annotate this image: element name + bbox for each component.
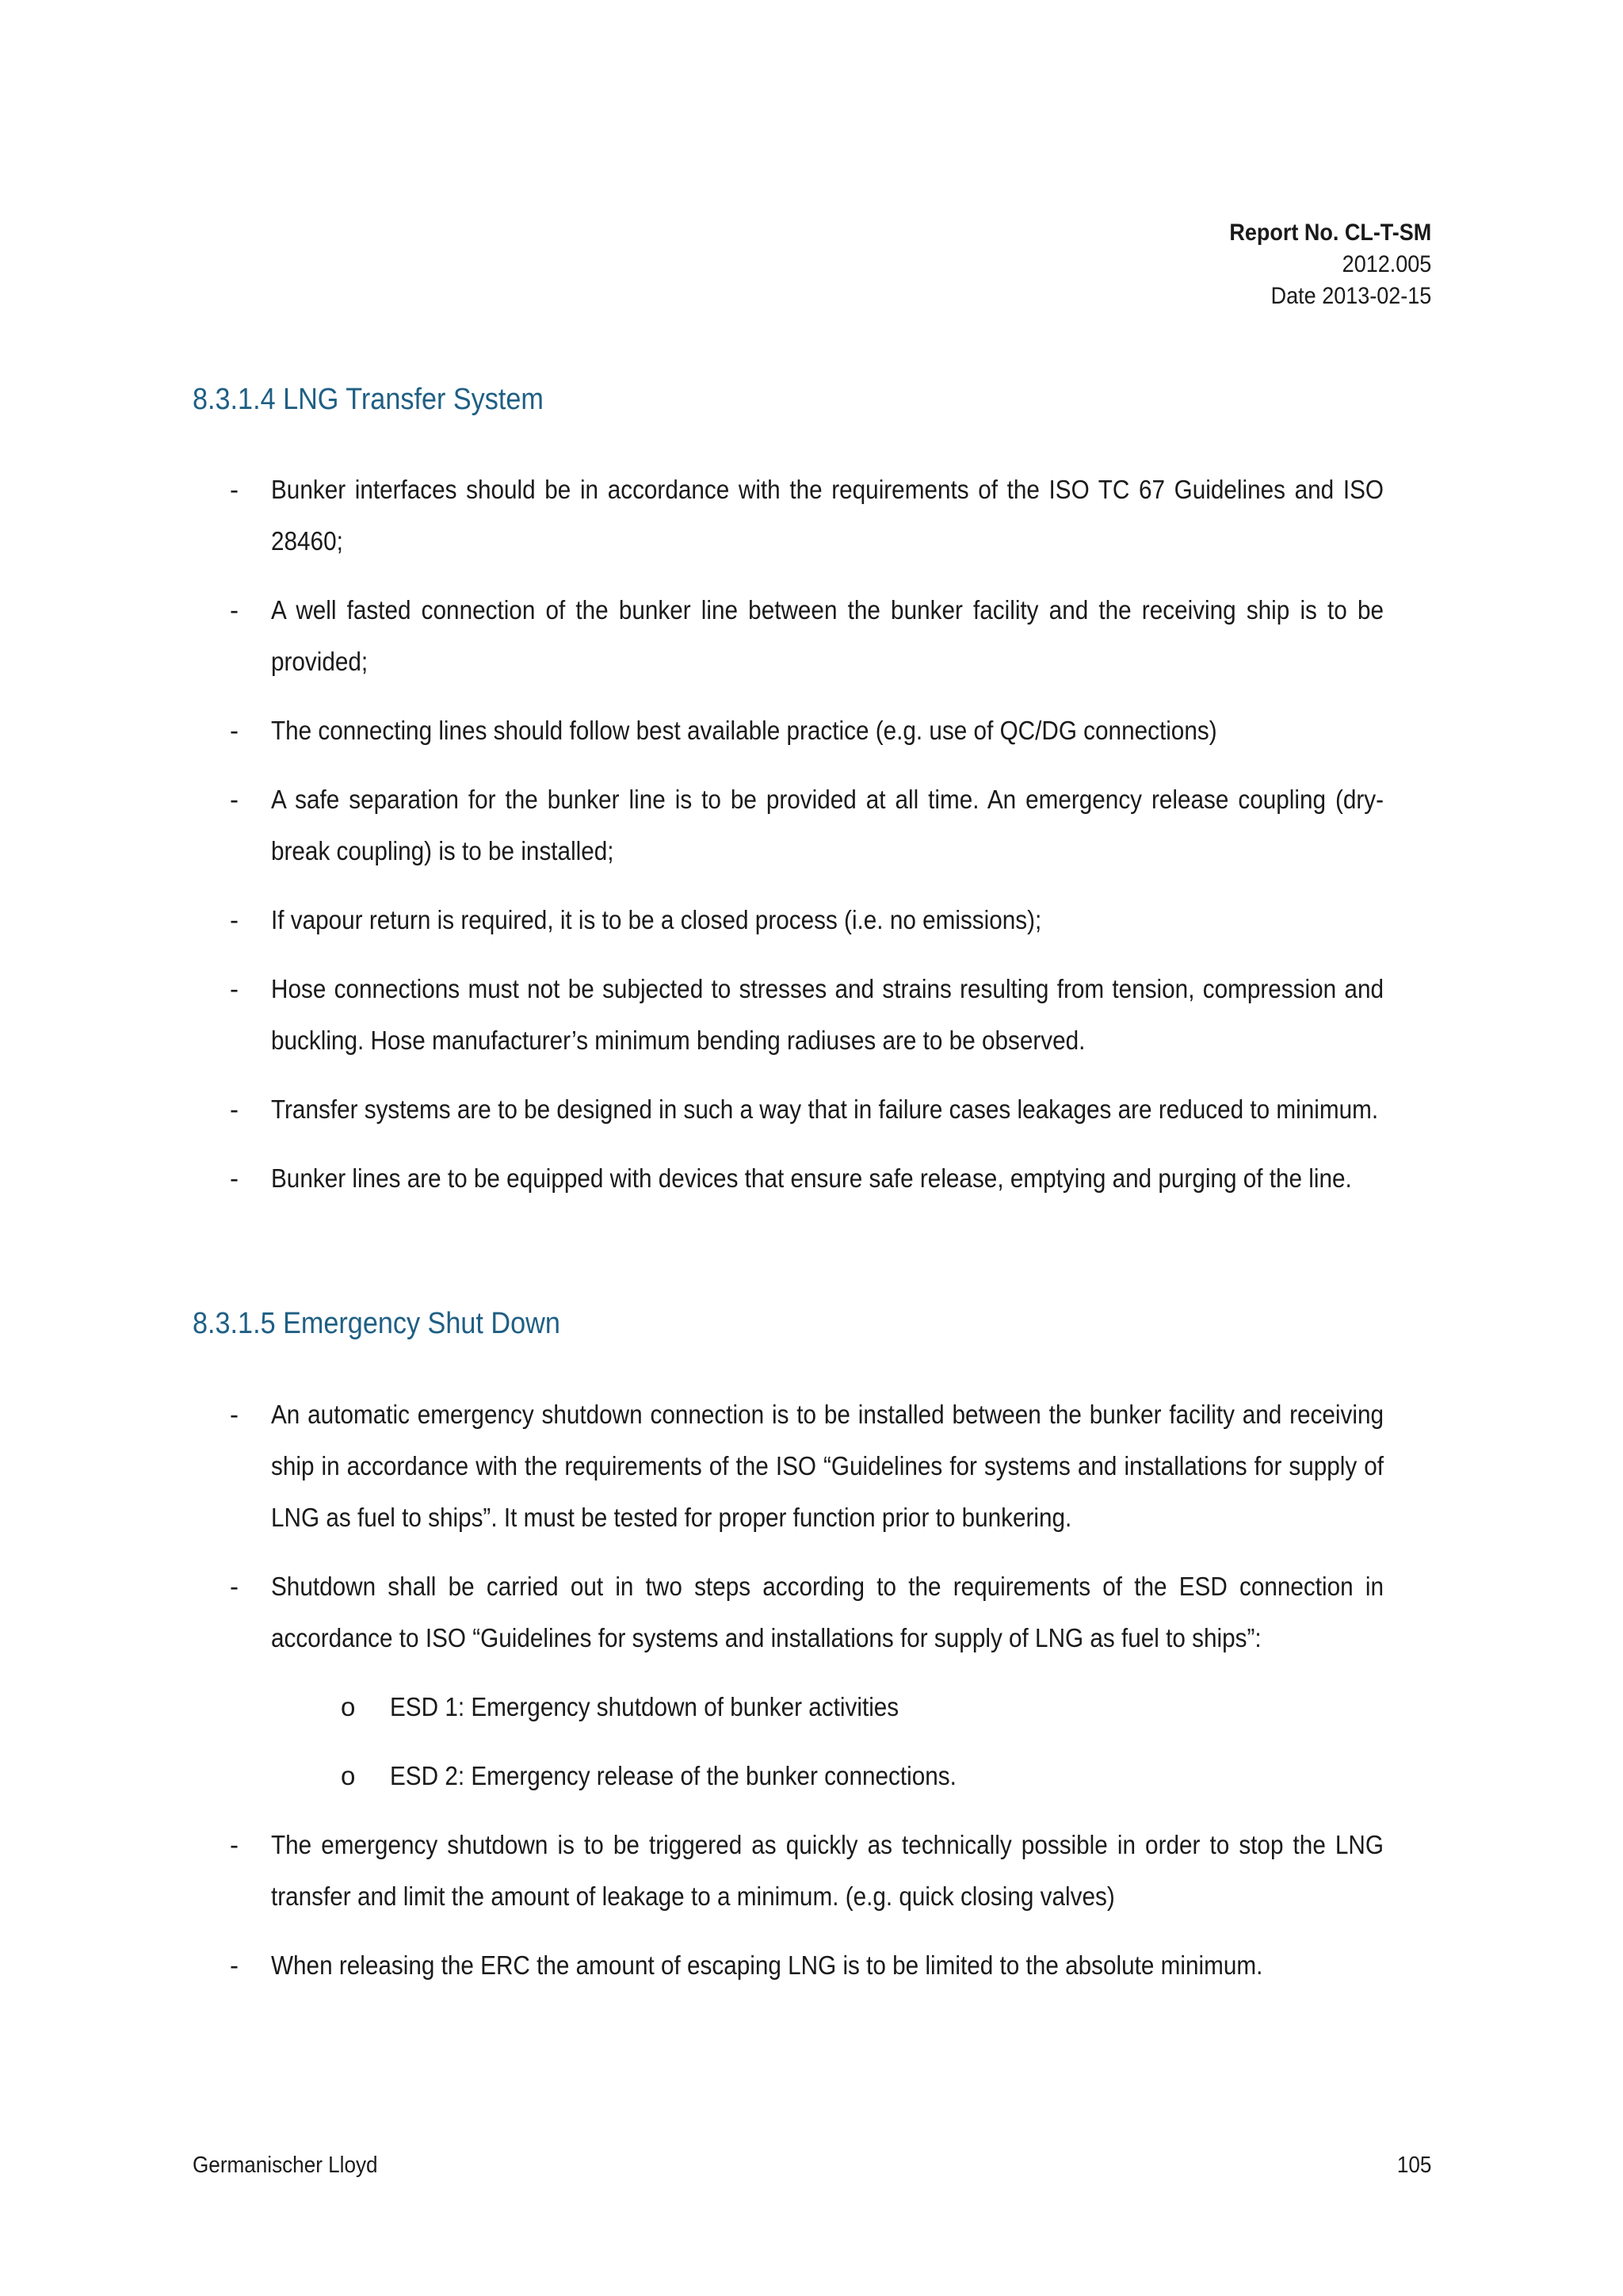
list-item	[0, 1083, 1623, 1135]
dash-marker: -	[230, 1950, 239, 1980]
dash-marker: -	[230, 1163, 239, 1193]
list-item	[0, 1152, 1623, 1204]
dash-marker: -	[230, 1572, 239, 1601]
list-item-text: If vapour return is required, it is to be a closed process (i.e. no emissions);	[271, 905, 1042, 934]
list-item	[0, 584, 1623, 687]
dash-marker: -	[230, 1400, 239, 1429]
circle-marker: o	[341, 1761, 356, 1790]
report-date: Date 2013-02-15	[1270, 283, 1431, 309]
dash-marker: -	[230, 595, 239, 625]
list-item	[0, 963, 1623, 1066]
list-item	[0, 1819, 1623, 1922]
dash-marker: -	[230, 974, 239, 1003]
list-item	[0, 1939, 1623, 1991]
footer-page-number: 105	[1396, 2153, 1431, 2178]
sub-list-item	[0, 1750, 1623, 1801]
circle-marker: o	[341, 1692, 356, 1721]
footer-company: Germanischer Lloyd	[193, 2153, 378, 2178]
list-item-text: An automatic emergency shutdown connection is to be installed between the bunker facility and receiving ship in accordance with the requirements of the ISO “Guidelines for systems and installations for supply of LNG as fuel to ships”. It must be tested for proper function prior to bunkering.	[271, 1400, 1384, 1532]
list-item-text: When releasing the ERC the amount of escaping LNG is to be limited to the absolute minimum.	[271, 1950, 1263, 1980]
dash-marker: -	[230, 716, 239, 745]
sub-list-item	[0, 1681, 1623, 1733]
section-heading-lng-transfer-system: 8.3.1.4 LNG Transfer System	[193, 383, 544, 416]
emergency-shutdown-bullet-list	[0, 1389, 1623, 1991]
dash-marker: -	[230, 475, 239, 504]
dash-marker: -	[230, 1830, 239, 1859]
list-item	[0, 774, 1623, 877]
list-item-text: A safe separation for the bunker line is to be provided at all time. An emergency release coupling (dry-break coupling) is to be installed;	[271, 785, 1384, 865]
report-header	[1229, 217, 1431, 312]
list-item-text: The emergency shutdown is to be triggered as quickly as technically possible in order to stop the LNG transfer and limit the amount of leakage to a minimum. (e.g. quick closing valves)	[271, 1830, 1384, 1911]
list-item-text: Hose connections must not be subjected to stresses and strains resulting from tension, compression and buckling. Hose manufacturer’s minimum bending radiuses are to be observed.	[271, 974, 1384, 1055]
sub-list-item-text: ESD 1: Emergency shutdown of bunker activities	[390, 1692, 899, 1721]
list-item	[0, 1389, 1623, 1543]
dash-marker: -	[230, 905, 239, 934]
list-item	[0, 464, 1623, 567]
dash-marker: -	[230, 1095, 239, 1124]
list-item-text: The connecting lines should follow best available practice (e.g. use of QC/DG connections)	[271, 716, 1217, 745]
report-no: Report No. CL-T-SM	[1229, 220, 1431, 246]
list-item-text: A well fasted connection of the bunker line between the bunker facility and the receiving ship is to be provided;	[271, 595, 1384, 676]
dash-marker: -	[230, 785, 239, 814]
list-item-text: Shutdown shall be carried out in two steps according to the requirements of the ESD connection in accordance to ISO “Guidelines for systems and installations for supply of LNG as fuel to ships”:	[271, 1572, 1384, 1652]
lng-transfer-bullet-list	[0, 464, 1623, 1204]
list-item-text: Bunker interfaces should be in accordance with the requirements of the ISO TC 67 Guidelines and ISO 28460;	[271, 475, 1384, 556]
list-item-text: Bunker lines are to be equipped with devices that ensure safe release, emptying and purging of the line.	[271, 1163, 1352, 1193]
sub-list-item-text: ESD 2: Emergency release of the bunker connections.	[390, 1761, 957, 1790]
list-item	[0, 1561, 1623, 1664]
report-number: 2012.005	[1342, 251, 1431, 277]
list-item	[0, 705, 1623, 756]
list-item-text: Transfer systems are to be designed in such a way that in failure cases leakages are reduced to minimum.	[271, 1095, 1379, 1124]
section-heading-emergency-shut-down: 8.3.1.5 Emergency Shut Down	[193, 1307, 560, 1340]
list-item	[0, 894, 1623, 946]
